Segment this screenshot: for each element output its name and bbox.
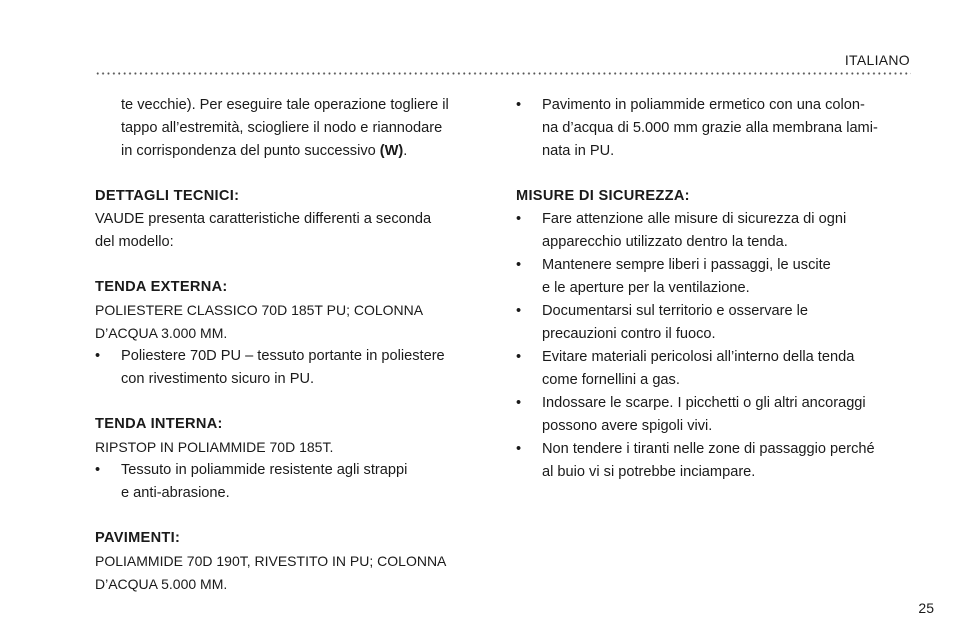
left-column [95,94,495,596]
text-fragment: . [403,143,408,159]
text-line: • Tessuto in poliammide resistente agli strappi [121,462,408,478]
text-line: D’ACQUA 5.000 MM. [95,576,228,592]
list-item [516,346,916,392]
list-item [516,438,916,484]
esterna-spec [95,299,495,345]
pavimenti-spec [95,550,495,596]
list-item [95,459,495,505]
text-line: • Indossare le scarpe. I picchetti o gli altri ancoraggi [542,395,866,411]
list-item [516,254,916,300]
dettagli-paragraph [95,208,495,254]
text-line: • Non tendere i tiranti nelle zone di passaggio perché [542,441,875,457]
text-line [121,140,495,163]
section-heading-esterna: TENDA EXTERNA: [95,279,228,295]
text-line: D’ACQUA 3.000 MM. [95,325,228,341]
section-heading-dettagli: DETTAGLI TECNICI: [95,188,240,204]
language-label: ITALIANO [844,52,910,68]
list-item [516,300,916,346]
text-line: precauzioni contro il fuoco. [542,326,716,342]
text-line: • Pavimento in poliammide ermetico con una colon- [542,97,865,113]
text-fragment: in corrispondenza del punto successivo [121,143,376,159]
figure-reference: (W) [379,143,404,159]
list-item [95,345,495,391]
interna-list [95,459,495,505]
text-line: con rivestimento sicuro in PU. [121,371,315,387]
text-line: POLIESTERE CLASSICO 70D 185T PU; COLONNA [95,302,424,318]
text-line: • Evitare materiali pericolosi all’interno della tenda [542,349,855,365]
right-column [516,94,916,484]
text-line: na d’acqua di 5.000 mm grazie alla membrana lami- [542,120,878,136]
section-heading-sicurezza: MISURE DI SICUREZZA: [516,188,690,204]
text-line: te vecchie). Per eseguire tale operazione togliere il [121,97,449,113]
text-line: al buio vi si potrebbe inciampare. [542,464,756,480]
page-number: 25 [918,600,934,616]
list-item [516,208,916,254]
continued-paragraph [95,94,495,163]
text-line: e le aperture per la ventilazione. [542,280,750,296]
text-line: POLIAMMIDE 70D 190T, RIVESTITO IN PU; COLONNA [95,553,447,569]
text-line: VAUDE presenta caratteristiche differenti a seconda [95,211,432,227]
text-line: • Mantenere sempre liberi i passaggi, le uscite [542,257,831,273]
section-heading-pavimenti: PAVIMENTI: [95,530,181,546]
text-line: RIPSTOP IN POLIAMMIDE 70D 185T. [95,439,334,455]
safety-list [516,208,916,484]
text-line: apparecchio utilizzato dentro la tenda. [542,234,788,250]
esterna-list [95,345,495,391]
interna-spec [95,436,495,459]
dotted-divider [95,72,911,75]
list-item [516,94,916,163]
text-line: • Poliestere 70D PU – tessuto portante in poliestere [121,348,445,364]
list-item [516,392,916,438]
text-line: nata in PU. [542,143,615,159]
text-line: possono avere spigoli vivi. [542,418,713,434]
text-line: del modello: [95,234,174,250]
text-line: • Fare attenzione alle misure di sicurezza di ogni [542,211,847,227]
floor-list [516,94,916,163]
text-line: tappo all’estremità, sciogliere il nodo e riannodare [121,120,443,136]
text-line: come fornellini a gas. [542,372,680,388]
text-line: e anti-abrasione. [121,485,230,501]
text-line: • Documentarsi sul territorio e osservare le [542,303,809,319]
section-heading-interna: TENDA INTERNA: [95,416,223,432]
